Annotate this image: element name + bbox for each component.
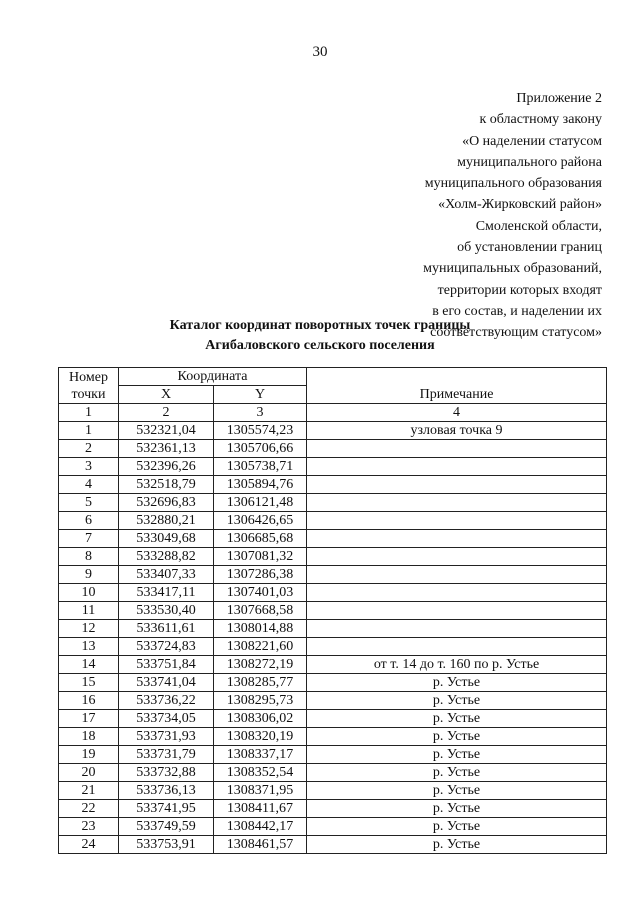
appendix-line: в его состав, и наделении их — [432, 303, 602, 319]
table-row — [59, 530, 607, 548]
y-coordinate-cell: 1308320,19 — [214, 728, 307, 746]
point-number-cell: 12 — [59, 620, 119, 638]
x-coordinate-cell: 532518,79 — [119, 476, 214, 494]
point-number-cell: 19 — [59, 746, 119, 764]
x-coordinate-cell: 532396,26 — [119, 458, 214, 476]
table-row — [59, 800, 607, 818]
y-coordinate-cell: 1305738,71 — [214, 458, 307, 476]
x-coordinate-cell: 533734,05 — [119, 710, 214, 728]
table-row — [59, 836, 607, 854]
point-number-cell: 3 — [59, 458, 119, 476]
x-coordinate-cell: 533736,22 — [119, 692, 214, 710]
note-cell — [307, 548, 607, 566]
x-coordinate-cell: 533741,04 — [119, 674, 214, 692]
column-number-row — [59, 404, 607, 422]
y-coordinate-cell: 1308306,02 — [214, 710, 307, 728]
y-coordinate-cell: 1306121,48 — [214, 494, 307, 512]
table-row — [59, 494, 607, 512]
x-coordinate-cell: 533749,59 — [119, 818, 214, 836]
table-row — [59, 458, 607, 476]
note-cell: р. Устье — [307, 764, 607, 782]
x-coordinate-cell: 533417,11 — [119, 584, 214, 602]
y-coordinate-cell: 1308014,88 — [214, 620, 307, 638]
note-cell — [307, 530, 607, 548]
y-coordinate-cell: 1308442,17 — [214, 818, 307, 836]
y-coordinate-cell: 1308371,95 — [214, 782, 307, 800]
appendix-line: к областному закону — [479, 112, 602, 128]
y-coordinate-cell: 1305706,66 — [214, 440, 307, 458]
column-number: 3 — [214, 404, 307, 422]
point-number-cell: 11 — [59, 602, 119, 620]
x-coordinate-cell: 533741,95 — [119, 800, 214, 818]
header-coordinate: Координата — [119, 368, 307, 386]
note-cell: р. Устье — [307, 710, 607, 728]
appendix-line: Смоленской области, — [475, 218, 602, 234]
page-number: 30 — [312, 44, 328, 60]
y-coordinate-cell: 1307286,38 — [214, 566, 307, 584]
x-coordinate-cell: 533731,93 — [119, 728, 214, 746]
table-row — [59, 566, 607, 584]
appendix-line: «О наделении статусом — [462, 133, 602, 149]
y-coordinate-cell: 1306685,68 — [214, 530, 307, 548]
y-coordinate-cell: 1308337,17 — [214, 746, 307, 764]
note-cell: р. Устье — [307, 728, 607, 746]
point-number-cell: 21 — [59, 782, 119, 800]
table-row — [59, 746, 607, 764]
y-coordinate-cell: 1308411,67 — [214, 800, 307, 818]
note-cell: р. Устье — [307, 836, 607, 854]
title-line: Каталог координат поворотных точек границы — [169, 318, 471, 333]
note-cell: р. Устье — [307, 746, 607, 764]
note-cell — [307, 476, 607, 494]
table-row — [59, 548, 607, 566]
table-row — [59, 674, 607, 692]
y-coordinate-cell: 1308352,54 — [214, 764, 307, 782]
table-row — [59, 656, 607, 674]
x-coordinate-cell: 533724,83 — [119, 638, 214, 656]
table-row — [59, 422, 607, 440]
x-coordinate-cell: 532696,83 — [119, 494, 214, 512]
table-row — [59, 638, 607, 656]
column-number: 2 — [119, 404, 214, 422]
appendix-line: «Холм-Жирковский район» — [438, 197, 602, 213]
point-number-cell: 22 — [59, 800, 119, 818]
column-number: 1 — [59, 404, 119, 422]
point-number-cell: 1 — [59, 422, 119, 440]
point-number-cell: 18 — [59, 728, 119, 746]
point-number-cell: 20 — [59, 764, 119, 782]
point-number-cell: 24 — [59, 836, 119, 854]
appendix-line: муниципального района — [457, 154, 602, 170]
note-cell — [307, 512, 607, 530]
point-number-cell: 9 — [59, 566, 119, 584]
x-coordinate-cell: 533732,88 — [119, 764, 214, 782]
x-coordinate-cell: 533611,61 — [119, 620, 214, 638]
appendix-header — [322, 88, 602, 344]
point-number-cell: 15 — [59, 674, 119, 692]
point-number-cell: 16 — [59, 692, 119, 710]
note-cell — [307, 620, 607, 638]
table-row — [59, 620, 607, 638]
note-cell — [307, 440, 607, 458]
point-number-cell: 8 — [59, 548, 119, 566]
note-cell: р. Устье — [307, 692, 607, 710]
y-coordinate-cell: 1308295,73 — [214, 692, 307, 710]
table-row — [59, 782, 607, 800]
point-number-cell: 23 — [59, 818, 119, 836]
table-row — [59, 710, 607, 728]
note-cell — [307, 584, 607, 602]
note-cell — [307, 458, 607, 476]
table-header-row — [59, 368, 607, 386]
y-coordinate-cell: 1308285,77 — [214, 674, 307, 692]
y-coordinate-cell: 1305894,76 — [214, 476, 307, 494]
point-number-cell: 6 — [59, 512, 119, 530]
header-y: Y — [214, 386, 307, 404]
table-row — [59, 584, 607, 602]
appendix-line: об установлении границ — [457, 240, 602, 256]
y-coordinate-cell: 1307668,58 — [214, 602, 307, 620]
point-number-cell: 17 — [59, 710, 119, 728]
note-cell — [307, 494, 607, 512]
note-cell: р. Устье — [307, 800, 607, 818]
x-coordinate-cell: 533731,79 — [119, 746, 214, 764]
table-row — [59, 728, 607, 746]
x-coordinate-cell: 533751,84 — [119, 656, 214, 674]
point-number-cell: 2 — [59, 440, 119, 458]
x-coordinate-cell: 533049,68 — [119, 530, 214, 548]
note-cell — [307, 602, 607, 620]
appendix-line: соответствующим статусом» — [430, 325, 602, 341]
note-cell: от т. 14 до т. 160 по р. Устье — [307, 656, 607, 674]
x-coordinate-cell: 533407,33 — [119, 566, 214, 584]
appendix-line: территории которых входят — [437, 282, 602, 298]
x-coordinate-cell: 532321,04 — [119, 422, 214, 440]
column-number: 4 — [307, 404, 607, 422]
note-cell: р. Устье — [307, 674, 607, 692]
table-row — [59, 764, 607, 782]
table-row — [59, 476, 607, 494]
table-row — [59, 440, 607, 458]
note-cell — [307, 566, 607, 584]
note-cell: р. Устье — [307, 782, 607, 800]
point-number-cell: 14 — [59, 656, 119, 674]
y-coordinate-cell: 1307081,32 — [214, 548, 307, 566]
appendix-line: муниципальных образований, — [423, 261, 602, 277]
table-row — [59, 512, 607, 530]
y-coordinate-cell: 1308272,19 — [214, 656, 307, 674]
point-number-cell: 13 — [59, 638, 119, 656]
note-cell: р. Устье — [307, 818, 607, 836]
x-coordinate-cell: 533288,82 — [119, 548, 214, 566]
x-coordinate-cell: 533753,91 — [119, 836, 214, 854]
note-cell: узловая точка 9 — [307, 422, 607, 440]
x-coordinate-cell: 532880,21 — [119, 512, 214, 530]
note-cell — [307, 638, 607, 656]
y-coordinate-cell: 1305574,23 — [214, 422, 307, 440]
table-row — [59, 692, 607, 710]
header-note: Примечание — [307, 368, 607, 404]
point-number-cell: 4 — [59, 476, 119, 494]
header-point-number: Номер точки — [59, 368, 119, 404]
appendix-line: Приложение 2 — [516, 91, 602, 106]
title-line: Агибаловского сельского поселения — [205, 338, 435, 353]
y-coordinate-cell: 1306426,65 — [214, 512, 307, 530]
point-number-cell: 10 — [59, 584, 119, 602]
y-coordinate-cell: 1308461,57 — [214, 836, 307, 854]
appendix-line: муниципального образования — [424, 176, 602, 192]
point-number-cell: 7 — [59, 530, 119, 548]
y-coordinate-cell: 1308221,60 — [214, 638, 307, 656]
point-number-cell: 5 — [59, 494, 119, 512]
table-row — [59, 818, 607, 836]
document-title — [0, 316, 640, 356]
table-row — [59, 602, 607, 620]
x-coordinate-cell: 532361,13 — [119, 440, 214, 458]
x-coordinate-cell: 533736,13 — [119, 782, 214, 800]
y-coordinate-cell: 1307401,03 — [214, 584, 307, 602]
coordinates-table — [58, 367, 607, 854]
header-x: X — [119, 386, 214, 404]
x-coordinate-cell: 533530,40 — [119, 602, 214, 620]
